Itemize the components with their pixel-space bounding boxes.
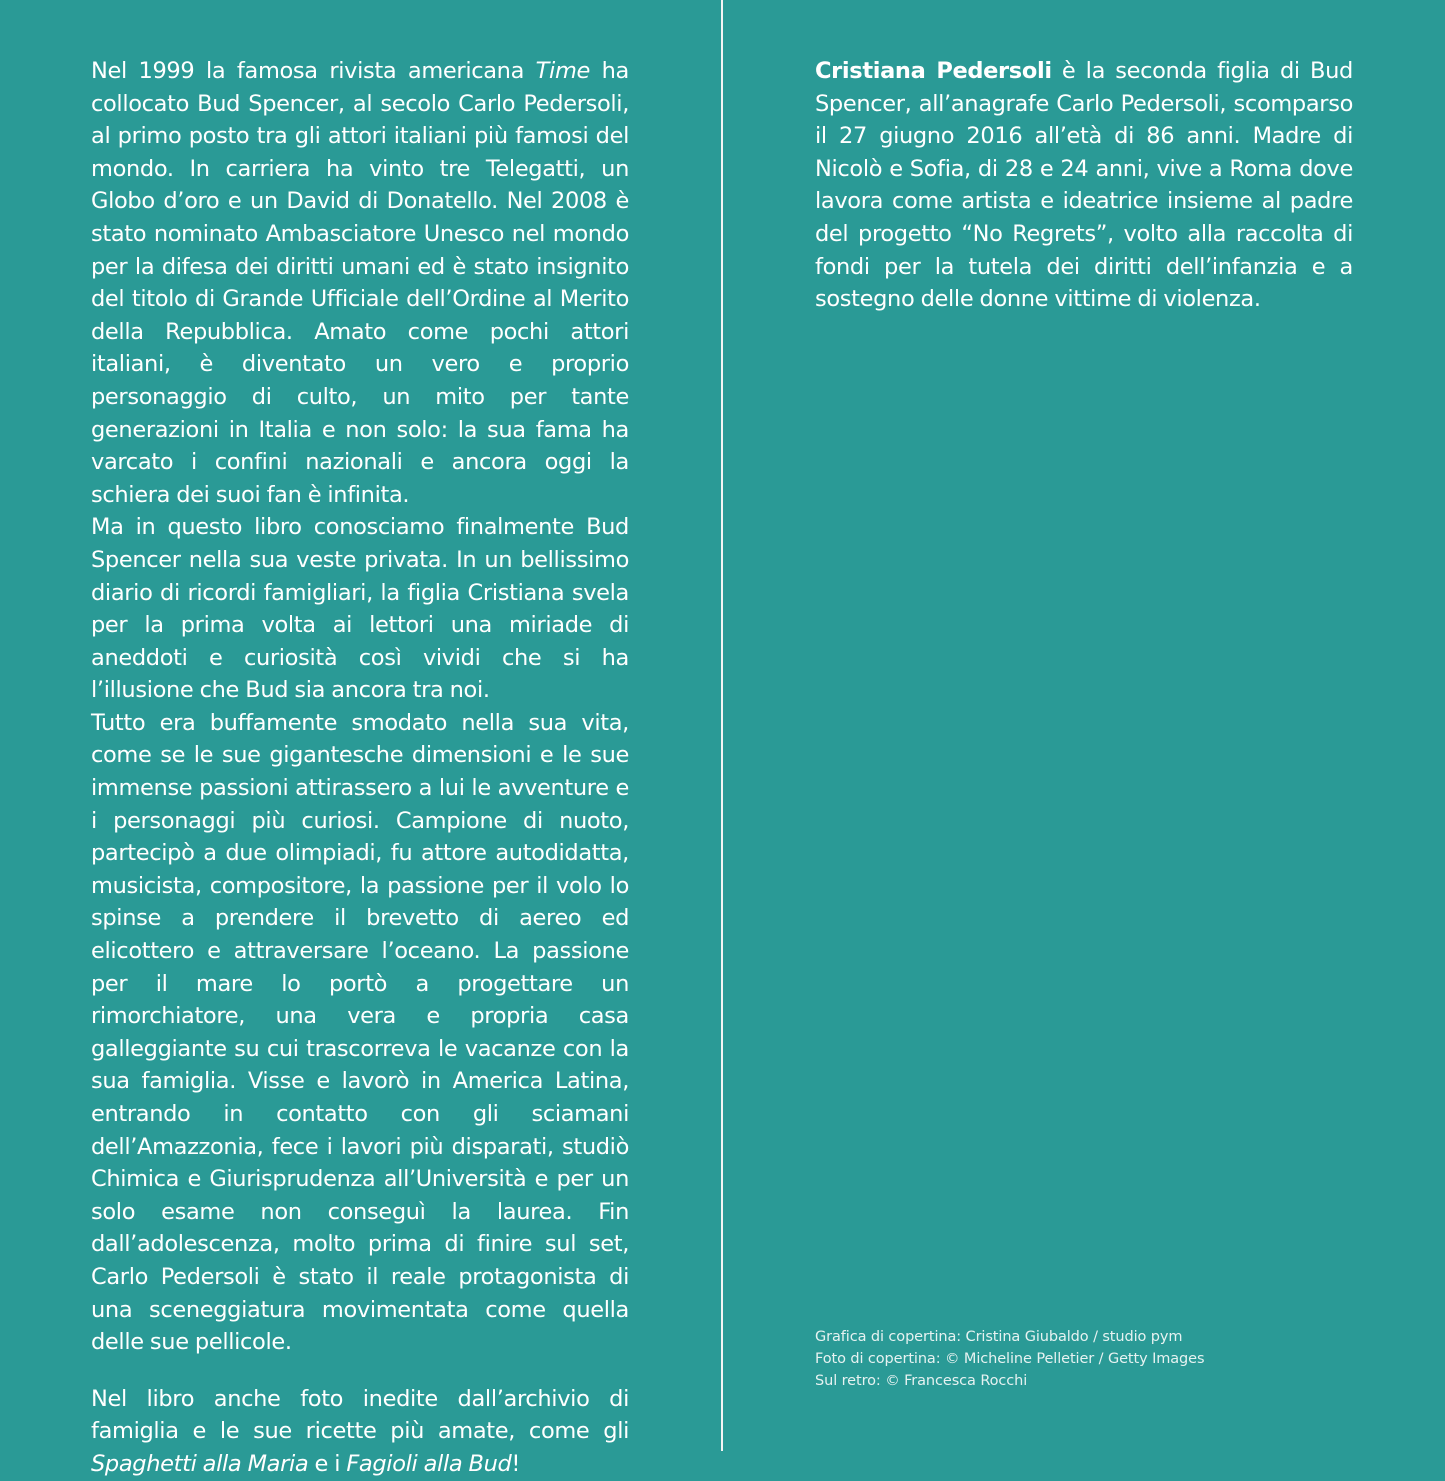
author-bio-column [815,55,1353,316]
recipe-fagioli: Fagioli alla Bud [346,1450,512,1477]
author-bio: Cristiana Pedersoli è la seconda figlia di Bud Spencer, all’anagrafe Carlo Pedersoli, scomparso il 27 giugno 2016 all’età di 86 anni. Madre di Nicolò e Sofia, di 28 e 24 anni, vive a Roma dove lavora come artista e ideatrice insieme al padre del progetto “No Regrets”, volto alla raccolta di fondi per la tutela dei diritti dell’infanzia e a sostegno delle donne vittime di violenza. [815,58,1353,313]
magazine-title: Time [535,58,591,84]
blurb-paragraph-2: Ma in questo libro conosciamo finalmente Bud Spencer nella sua veste privata. In un bellissimo diario di ricordi famigliari, la figlia Cristiana svela per la prima volta ai lettori una miriade di aneddoti e curiosità così vividi che si ha l’illusione che Bud sia ancora tra noi. [91,514,629,704]
left-blurb-column [91,55,629,1481]
credit-cover-photo: Foto di copertina: © Micheline Pelletier / Getty Images [815,1351,1205,1367]
blurb-paragraph-3: Tutto era buffamente smodato nella sua vita, come se le sue gigantesche dimensioni e le sue immense passioni attirassero a lui le avventure e i personaggi più curiosi. Campione di nuoto, partecipò a due olimpiadi, fu attore autodidatta, musicista, compositore, la passione per il volo lo spinse a prendere il brevetto di aereo ed elicottero e attraversare l’oceano. La passione per il mare lo portò a progettare un rimorchiatore, una vera e propria casa galleggiante su cui trascorreva le vacanze con la sua famiglia. Visse e lavorò in America Latina, entrando in contatto con gli sciamani dell’Amazzonia, fece i lavori più disparati, studiò Chimica e Giurisprudenza all’Università e per un solo esame non conseguì la laurea. Fin dall’adolescenza, molto prima di finire sul set, Carlo Pedersoli è stato il reale protagonista di una sceneggiatura movimentata come quella delle sue pellicole. [91,709,629,1356]
blurb-paragraph-4: Nel libro anche foto inedite dall’archivio di famiglia e le sue ricette più amate, come gli Spaghetti alla Maria e i Fagioli alla Bud! [91,1385,629,1477]
credit-cover-design: Grafica di copertina: Cristina Giubaldo / studio pym [815,1329,1183,1345]
panel-divider [721,0,723,1451]
credit-back-photo: Sul retro: © Francesca Rocchi [815,1373,1028,1389]
blurb-paragraph-1: Nel 1999 la famosa rivista americana Time ha collocato Bud Spencer, al secolo Carlo Pedersoli, al primo posto tra gli attori italiani più famosi del mondo. In carriera ha vinto tre Telegatti, un Globo d’oro e un David di Donatello. Nel 2008 è stato nominato Ambasciatore Unesco nel mondo per la difesa dei diritti umani ed è stato insignito del titolo di Grande Ufficiale dell’Ordine al Merito della Repubblica. Amato come pochi attori italiani, è diventato un vero e proprio personaggio di culto, un mito per tante generazioni in Italia e non solo: la sua fama ha varcato i confini nazionali e ancora oggi la schiera dei suoi fan è infinita. [91,58,629,508]
credits-block [815,1326,1375,1392]
recipe-spaghetti: Spaghetti alla Maria [91,1450,309,1477]
author-name: Cristiana Pedersoli [815,58,1052,84]
